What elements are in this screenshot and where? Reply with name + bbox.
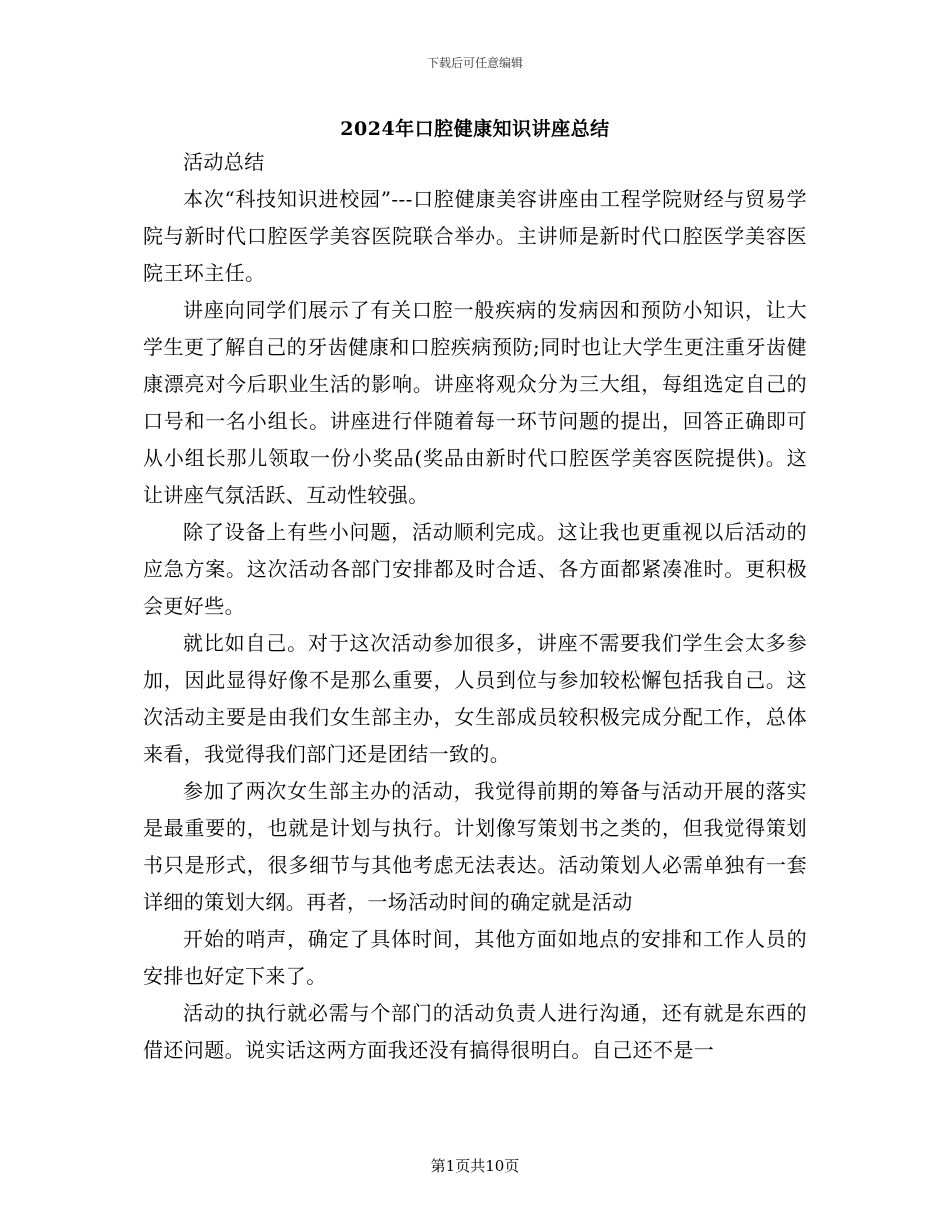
paragraph-planning: 参加了两次女生部主办的活动，我觉得前期的筹备与活动开展的落实是最重要的，也就是计划与执行。计划像写策划书之类的，但我觉得策划书只是形式，很多细节与其他考虑无法表达。活动策划人必需单独有一套详细的策划大纲。再者，一场活动时间的确定就是活动: [143, 779, 807, 914]
paragraph-section-heading: 活动总结: [183, 150, 265, 174]
paragraph-execution: 活动的执行就必需与个部门的活动负责人进行沟通，还有就是东西的借还问题。说实话这两方面我还没有搞得很明白。自己还不是一: [143, 1001, 807, 1062]
paragraph-equipment: 除了设备上有些小问题，活动顺利完成。这让我也更重视以后活动的应急方案。这次活动各部门安排都及时合适、各方面都紧凑准时。更积极会更好些。: [143, 520, 807, 618]
paragraph-lecture-content: 讲座向同学们展示了有关口腔一般疾病的发病因和预防小知识，让大学生更了解自己的牙齿健康和口腔疾病预防;同时也让大学生更注重牙齿健康漂亮对今后职业生活的影响。讲座将观众分为三大组，每组选定自己的口号和一名小组长。讲座进行伴随着每一环节问题的提出，回答正确即可从小组长那儿领取一份小奖品(奖品由新时代口腔医学美容医院提供)。这让讲座气氛活跃、互动性较强。: [143, 298, 807, 507]
paragraph-scheduling: 开始的哨声，确定了具体时间，其他方面如地点的安排和工作人员的安排也好定下来了。: [143, 927, 807, 988]
paragraph-intro: 本次“科技知识进校园”---口腔健康美容讲座由工程学院财经与贸易学院与新时代口腔医学美容医院联合举办。主讲师是新时代口腔医学美容医院王环主任。: [143, 187, 807, 285]
paragraph-self-reflection: 就比如自己。对于这次活动参加很多，讲座不需要我们学生会太多参加，因此显得好像不是那么重要，人员到位与参加较松懈包括我自己。这次活动主要是由我们女生部主办，女生部成员较积极完成分配工作，总体来看，我觉得我们部门还是团结一致的。: [143, 631, 807, 766]
document-title: 2024年口腔健康知识讲座总结: [340, 118, 610, 140]
document-body: [143, 144, 807, 1069]
header-note: 下载后可任意编辑: [426, 56, 523, 70]
page-number-footer: 第1页共10页: [430, 1157, 520, 1175]
